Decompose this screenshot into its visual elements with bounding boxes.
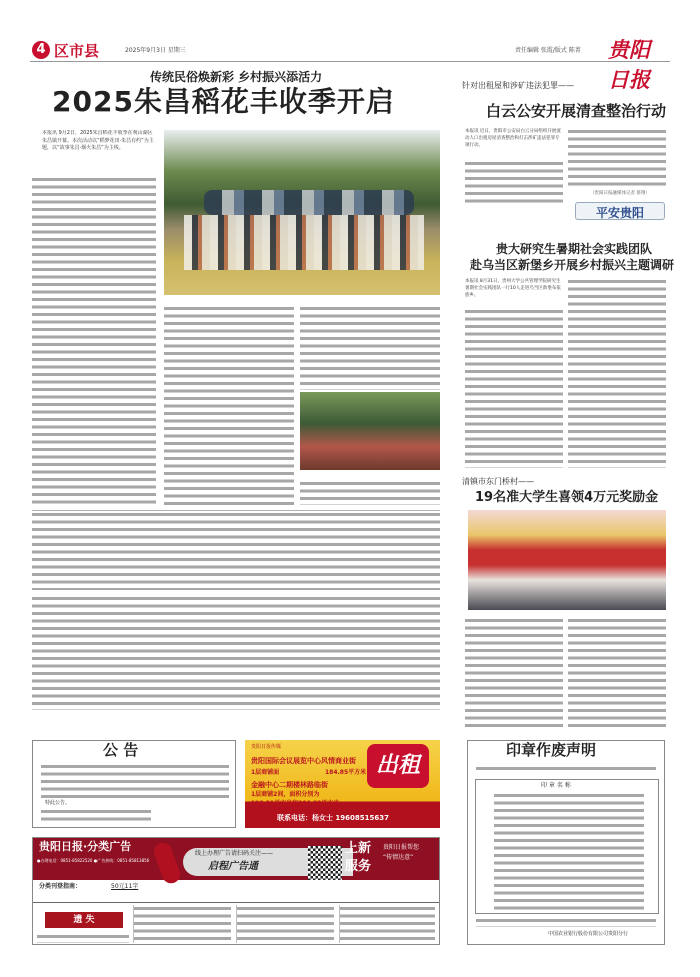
promo-title: 贵阳日报帮您 [383,844,420,851]
lead-title: 2025朱昌稻花丰收季开启 [52,85,395,118]
continued-text [32,510,440,590]
seal-intro [476,765,656,773]
notice-body [41,763,229,798]
gd-title-1: 贵大研究生暑期社会实践团队 [496,242,653,256]
notice-contact [41,808,151,823]
lead-body-col3 [300,305,440,390]
gd-body-col1 [465,308,563,468]
price-value: 50元11字 [111,883,139,890]
police-title: 白云公安开展清查整治行动 [486,102,667,120]
classified-phone: ●办理电话：0851-85822520 ●广告热线：0851-85813856 [37,858,150,863]
police-credit: （贵阳日报融媒体记者 蔡翔） [590,191,650,196]
harvest-festival-photo [164,130,440,295]
lost-item-1 [37,933,129,943]
qr-code-icon[interactable] [308,846,342,880]
lost-title: 遗 失 [45,912,123,928]
safe-guiyang-logo-text: 平安贵阳 [596,206,645,220]
classified-ads [32,837,440,945]
rent-ad-brand: 贵阳日报传媒 [251,744,282,750]
qz-kicker: 清镇市东门桥村—— [462,477,534,486]
seal-statement [467,740,665,945]
gd-body-col2 [568,278,666,468]
issue-date: 2025年9月3日 星期三 [125,47,186,54]
gd-intro: 本报讯 8月31日，贵州大学公共管理学院研究生暑期社会实践团队一行10人走进乌当区新堡布依族乡。 [465,279,561,298]
scholarship-ceremony-photo [468,510,666,610]
service-name: 启程广告通 [208,861,258,872]
rent-contact: 联系电话：杨女士 19608515637 [277,814,390,822]
qz-body-col2 [568,617,666,727]
continued-text-2 [32,595,440,710]
qz-title: 19名准大学生喜领4万元奖励金 [475,490,659,505]
editors: 责任编辑 张霞/版式 陈菁 [515,47,581,54]
classified-col3 [236,905,334,943]
police-intro: 本报讯 近日，贵阳市公安局白云分局组织开展流动人口出租房屋清查整治和打击涉矿违法犯罪专项行动。 [465,129,561,148]
qz-body-col1 [465,617,563,727]
price-label: 分类刊登指南： [39,883,82,890]
rent-ad-line4: 1层商铺2间，面积分别为 [251,791,320,798]
lead-body-col2 [164,305,294,505]
rent-ad-line3: 金融中心二期楼林路临街 [251,781,328,789]
seal-table [475,779,659,914]
new-service-2: 服务 [345,859,372,874]
notice-box [32,740,236,828]
seal-title: 印章作废声明 [506,741,597,759]
safe-guiyang-logo [575,202,665,220]
lead-body-col3b [300,480,440,505]
seal-table-header: 印 章 名 称 [541,782,571,789]
page-number-badge: 4 [32,41,50,59]
seal-footer [476,917,656,927]
notice-sign: 特此公告。 [45,800,71,806]
rent-badge: 出租 [367,744,429,788]
police-kicker: 针对出租屋和涉矿违法犯罪—— [462,81,574,90]
seal-signer: 中国农业银行股份有限公司贵阳分行 [548,931,629,937]
lead-kicker: 传统民俗焕新彩 乡村振兴添活力 [150,70,323,84]
masthead-logo: 贵阳日报 [608,37,650,92]
lead-intro: 本报讯 9月2日，2025朱昌稻花丰收季在观山湖区朱昌镇开幕。本次活动以“稻梦花田·朱昌有约”为主题，以“故事朱昌·烟火朱昌”为主线。 [42,130,154,151]
police-body [465,160,563,205]
rent-ad-line5: 128.31平方米和206.32平方米 [251,800,340,807]
promo-sub: “传情达意” [383,854,414,861]
rent-ad-line2b: 184.85平方米 [325,769,367,776]
classified-col2 [133,905,231,943]
gd-title-2: 赴乌当区新堡乡开展乡村振兴主题调研 [470,258,675,272]
section-name: 区市县 [54,42,100,60]
notice-title: 公 告 [103,741,139,759]
new-service-1: 上新 [345,841,372,856]
rent-ad-line2a: 1层商铺面 [251,769,280,776]
online-text: 线上办理广告请扫码关注—— [195,850,274,857]
seal-table-rows [494,792,644,912]
classified-brand: 贵阳日报·分类广告 [39,840,132,853]
classified-col4 [339,905,435,943]
rent-ad-line1: 贵阳国际会议展览中心风情商业街 [251,757,356,765]
lead-body-col1 [32,176,156,504]
dance-performance-photo [300,392,440,470]
rent-ad[interactable] [245,740,440,828]
police-body-col2 [568,128,666,188]
